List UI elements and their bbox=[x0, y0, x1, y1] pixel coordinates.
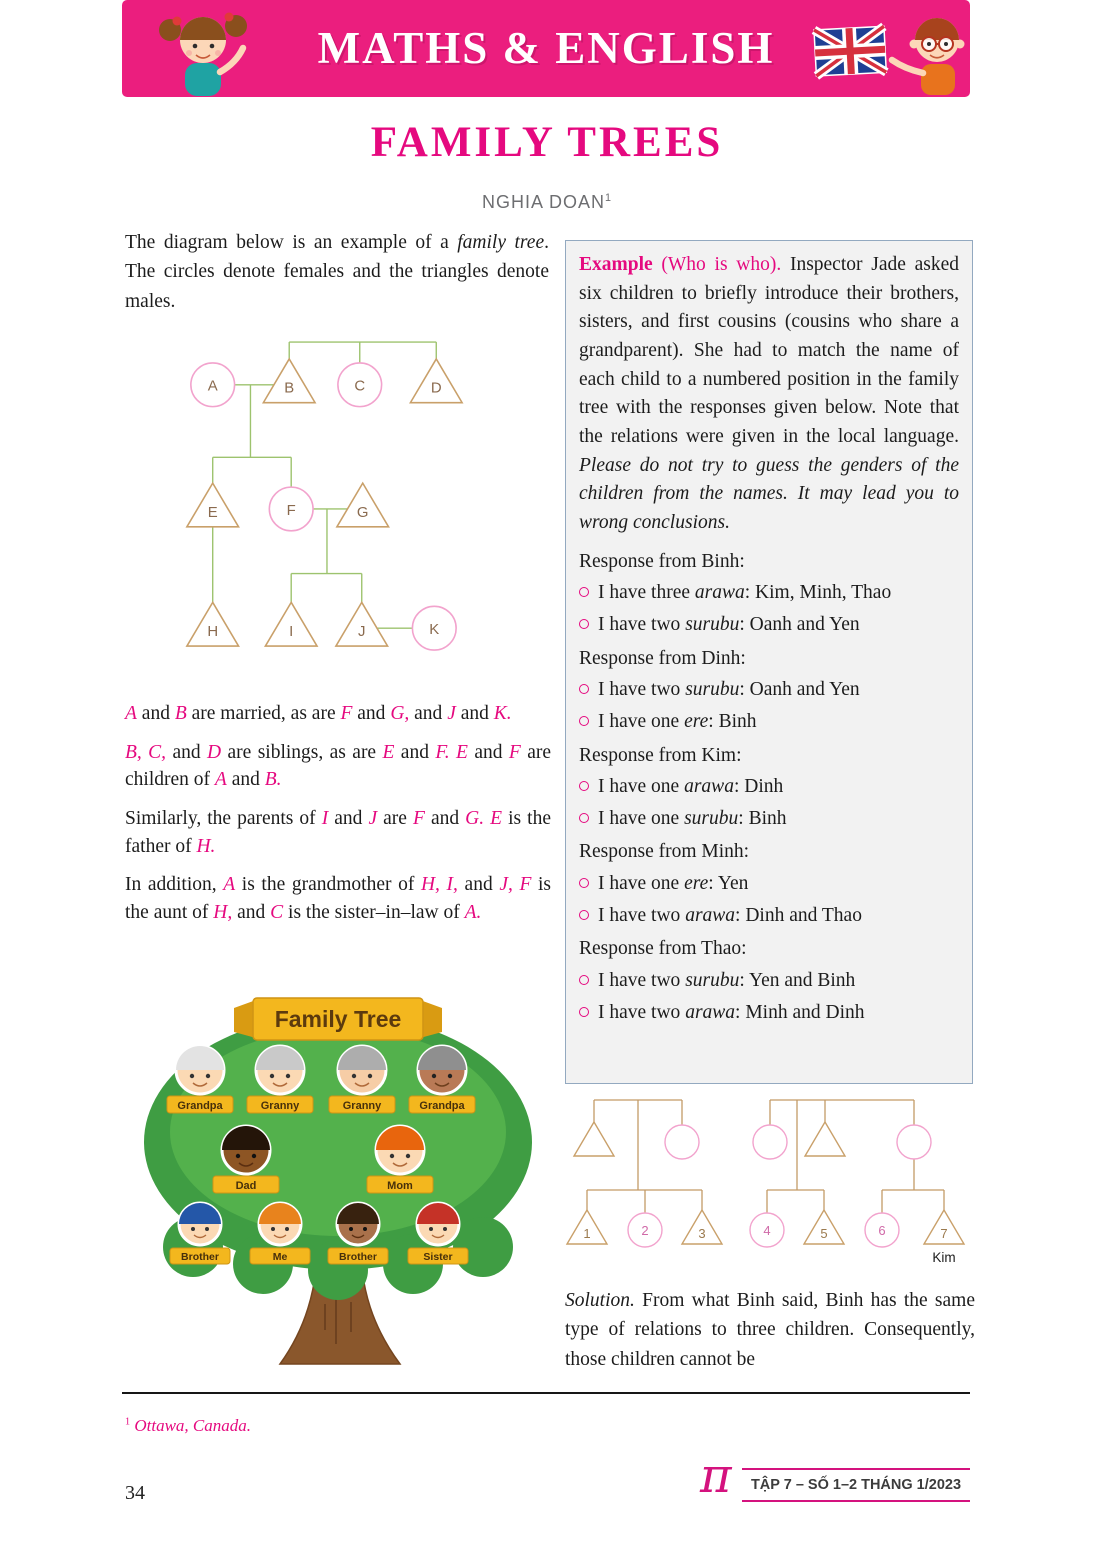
response-bullet bbox=[579, 870, 959, 899]
portrait-label: Mom bbox=[387, 1180, 413, 1192]
bullet-circle-icon bbox=[579, 1007, 589, 1017]
family-tree-letter-diagram bbox=[168, 330, 476, 683]
example-intro: Example (Who is who). Inspector Jade asked six children to briefly introduce their brothers, sisters, and first cousins (cousins who share a grandparent). She had to match the name of each child to a numbered position in the family tree with the responses given below. Note that the relations were given in the local language. Please do not try to guess the genders of the children from the names. It may lead you to wrong conclusions. bbox=[579, 254, 959, 533]
solution-paragraph: Solution. From what Binh said, Binh has the same type of relations to three children. Consequently, those children cannot be bbox=[565, 1290, 975, 1370]
tree-node-label: G bbox=[356, 504, 369, 521]
diagram-connector-lines bbox=[213, 342, 437, 628]
tree-node-label: C bbox=[354, 378, 366, 395]
bullet-circle-icon bbox=[579, 587, 589, 597]
cartoon-family-tree-illustration bbox=[136, 992, 540, 1382]
tree-node-label: D bbox=[430, 380, 442, 397]
position-label: 6 bbox=[878, 1223, 886, 1238]
tree-node-label: I bbox=[289, 624, 294, 641]
fact-paragraph: In addition, A is the grandmother of H, I, and J, F is the aunt of H, and C is the sister–in–law of A. bbox=[125, 874, 551, 924]
portrait-label: Granny bbox=[342, 1100, 382, 1112]
response-label: Response from Kim: bbox=[579, 744, 742, 766]
fact-paragraph: B, C, and D are siblings, as are E and F. E and F are children of A and B. bbox=[125, 741, 552, 791]
response-bullet bbox=[579, 676, 959, 705]
position-label: 3 bbox=[698, 1226, 706, 1241]
girl-cartoon-icon bbox=[146, 0, 261, 105]
portrait-label: Granny bbox=[260, 1100, 300, 1112]
position-label: 2 bbox=[641, 1223, 649, 1238]
response-bullet bbox=[579, 773, 959, 802]
response-text: I have three arawa: Kim, Minh, Thao bbox=[598, 582, 892, 604]
portrait-label: Grandpa bbox=[177, 1100, 223, 1112]
response-text: I have one arawa: Dinh bbox=[598, 776, 784, 798]
response-text: I have one ere: Binh bbox=[598, 710, 757, 732]
facts-section bbox=[125, 700, 551, 938]
page-title: FAMILY TREES bbox=[370, 119, 724, 166]
boy-cartoon-icon bbox=[808, 2, 980, 104]
tree-node-label: B bbox=[284, 380, 295, 397]
bullet-circle-icon bbox=[579, 975, 589, 985]
response-label: Response from Minh: bbox=[579, 841, 750, 863]
response-text: I have two surubu: Oanh and Yen bbox=[598, 679, 860, 701]
response-bullet bbox=[579, 708, 959, 737]
numbered-family-tree-diagram bbox=[562, 1090, 974, 1277]
response-text: I have one ere: Yen bbox=[598, 873, 749, 895]
issue-line: TẬP 7 – SỐ 1–2 THÁNG 1/2023 bbox=[742, 1468, 970, 1502]
author-name: NGHIA DOAN bbox=[481, 192, 605, 212]
tree-node-label: A bbox=[207, 378, 218, 395]
position-label: 4 bbox=[763, 1223, 771, 1238]
kim-annotation: Kim bbox=[932, 1250, 956, 1265]
uk-flag-icon bbox=[814, 26, 886, 76]
tree-node-label: E bbox=[207, 504, 218, 521]
diagram-nodes bbox=[187, 359, 462, 650]
response-text: I have two surubu: Oanh and Yen bbox=[598, 613, 860, 635]
footer-divider bbox=[122, 1392, 970, 1394]
footnote-text: Ottawa, Canada. bbox=[134, 1416, 251, 1435]
footnote bbox=[125, 1416, 251, 1436]
intro-paragraph: The diagram below is an example of a family tree. The circles denote females and the triangles denote males. bbox=[125, 232, 549, 312]
bullet-circle-icon bbox=[579, 910, 589, 920]
bullet-circle-icon bbox=[579, 781, 589, 791]
response-label: Response from Dinh: bbox=[579, 647, 746, 669]
bullet-circle-icon bbox=[579, 684, 589, 694]
tree-node-label: F bbox=[286, 502, 296, 519]
bullet-circle-icon bbox=[579, 813, 589, 823]
response-text: I have two arawa: Dinh and Thao bbox=[598, 904, 862, 926]
example-box bbox=[565, 240, 973, 1084]
family-tree-banner-label: Family Tree bbox=[274, 1006, 402, 1032]
portrait-label: Dad bbox=[235, 1180, 257, 1192]
portrait-label: Brother bbox=[339, 1251, 377, 1263]
response-bullet bbox=[579, 805, 959, 834]
page-number: 34 bbox=[125, 1482, 145, 1504]
response-bullet bbox=[579, 579, 959, 608]
tree-node-label: J bbox=[358, 624, 366, 641]
response-text: I have one surubu: Binh bbox=[598, 807, 787, 829]
tree-node-label: K bbox=[429, 622, 440, 639]
response-text: I have two arawa: Minh and Dinh bbox=[598, 1001, 865, 1023]
response-label: Response from Thao: bbox=[579, 938, 747, 960]
footnote-mark: 1 bbox=[125, 1416, 131, 1428]
portrait-label: Brother bbox=[181, 1251, 219, 1263]
position-label: 1 bbox=[583, 1226, 591, 1241]
response-bullet bbox=[579, 999, 959, 1028]
bullet-circle-icon bbox=[579, 619, 589, 629]
position-label: 5 bbox=[820, 1226, 828, 1241]
response-bullet bbox=[579, 967, 959, 996]
family-tree-banner bbox=[234, 998, 442, 1040]
response-bullet bbox=[579, 611, 959, 640]
portrait-label: Me bbox=[272, 1251, 288, 1263]
author-note-mark: 1 bbox=[605, 192, 613, 204]
bullet-circle-icon bbox=[579, 878, 589, 888]
bullet-circle-icon bbox=[579, 716, 589, 726]
portrait-label: Grandpa bbox=[419, 1100, 465, 1112]
banner-title: MATHS & ENGLISH bbox=[317, 23, 775, 73]
fact-paragraph: A and B are married, as are F and G, and J and K. bbox=[125, 703, 512, 724]
response-label: Response from Binh: bbox=[579, 550, 745, 572]
position-label: 7 bbox=[940, 1226, 948, 1241]
response-text: I have two surubu: Yen and Binh bbox=[598, 970, 856, 992]
fact-paragraph: Similarly, the parents of I and J are F and G. E is the father of H. bbox=[125, 808, 551, 857]
author-byline bbox=[0, 192, 1094, 213]
pi-logo-icon: π bbox=[700, 1448, 732, 1504]
tree-node-label: H bbox=[207, 624, 219, 641]
response-bullet bbox=[579, 902, 959, 931]
portrait-label: Sister bbox=[423, 1251, 453, 1263]
